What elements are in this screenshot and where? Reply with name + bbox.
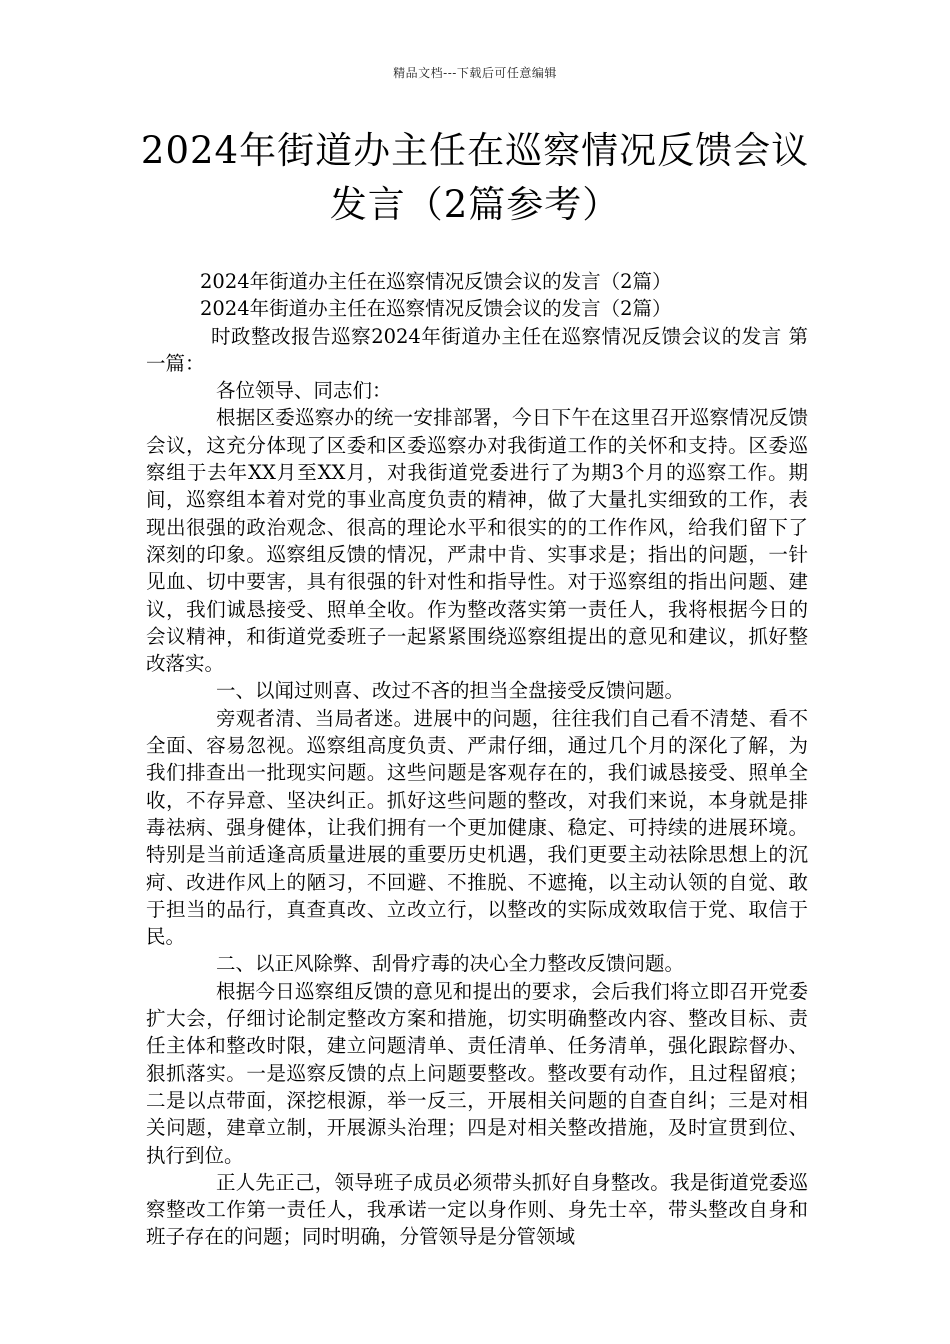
header-note: 精品文档---下载后可任意编辑: [393, 66, 557, 80]
subtitle-line: 2024年街道办主任在巡察情况反馈会议的发言（2篇）: [200, 270, 672, 293]
document-title: 2024年街道办主任在巡察情况反馈会议发言（2篇参考）: [140, 129, 810, 226]
section-heading: 一、以闻过则喜、改过不吝的担当全盘接受反馈问题。: [216, 679, 685, 703]
section-heading: 二、以正风除弊、刮骨疗毒的决心全力整改反馈问题。: [216, 952, 685, 976]
body-paragraph: 旁观者清、当局者迷。进展中的问题，往往我们自己看不清楚、看不全面、容易忽视。巡察组高度负责、严肃仔细，通过几个月的深化了解，为我们排查出一批现实问题。这些问题是客观存在的，我们诚恳接受、照单全收，不存异意、坚决纠正。抓好这些问题的整改，对我们来说，本身就是排毒祛病、强身健体，让我们拥有一个更加健康、稳定、可持续的进展环境。特别是当前适逢高质量进展的重要历史机遇，我们更要主动祛除思想上的沉疴、改进作风上的陋习，不回避、不推脱、不遮掩，以主动认领的自觉、敢于担当的品行，真查真改、立改立行，以整改的实际成效取信于党、取信于民。: [146, 706, 808, 949]
body-paragraph: 正人先正己，领导班子成员必须带头抓好自身整改。我是街道党委巡察整改工作第一责任人，我承诺一定以身作则、身先士卒，带头整改自身和班子存在的问题；同时明确，分管领导是分管领域: [146, 1170, 808, 1249]
body-paragraph: 根据今日巡察组反馈的意见和提出的要求，会后我们将立即召开党委扩大会，仔细讨论制定整改方案和措施，切实明确整改内容、整改目标、责任主体和整改时限，建立问题清单、责任清单、任务清单，强化跟踪督办、狠抓落实。一是巡察反馈的点上问题要整改。整改要有动作，且过程留痕；二是以点带面，深挖根源，举一反三，开展相关问题的自查自纠；三是对相关问题，建章立制，开展源头治理；四是对相关整改措施，及时宣贯到位、执行到位。: [146, 979, 808, 1167]
subtitle-line: 2024年街道办主任在巡察情况反馈会议的发言（2篇）: [200, 297, 672, 321]
salutation: 各位领导、同志们：: [216, 379, 392, 403]
body-paragraph: 根据区委巡察办的统一安排部署，今日下午在这里召开巡察情况反馈会议，这充分体现了区委和区委巡察办对我街道工作的关怀和支持。区委巡察组于去年XX月至XX月，对我街道党委进行了为期3个月的巡察工作。期间，巡察组本着对党的事业高度负责的精神，做了大量扎实细致的工作，表现出很强的政治观念、很高的理论水平和很实的的工作作风，给我们留下了深刻的印象。巡察组反馈的情况，严肃中肯、实事求是；指出的问题，一针见血、切中要害，具有很强的针对性和指导性。对于巡察组的指出问题、建议，我们诚恳接受、照单全收。作为整改落实第一责任人，我将根据今日的会议精神，和街道党委班子一起紧紧围绕巡察组提出的意见和建议，抓好整改落实。: [146, 406, 808, 676]
document-body: [146, 268, 808, 1251]
body-paragraph: 时政整改报告巡察2024年街道办主任在巡察情况反馈会议的发言 第一篇：: [146, 324, 808, 375]
